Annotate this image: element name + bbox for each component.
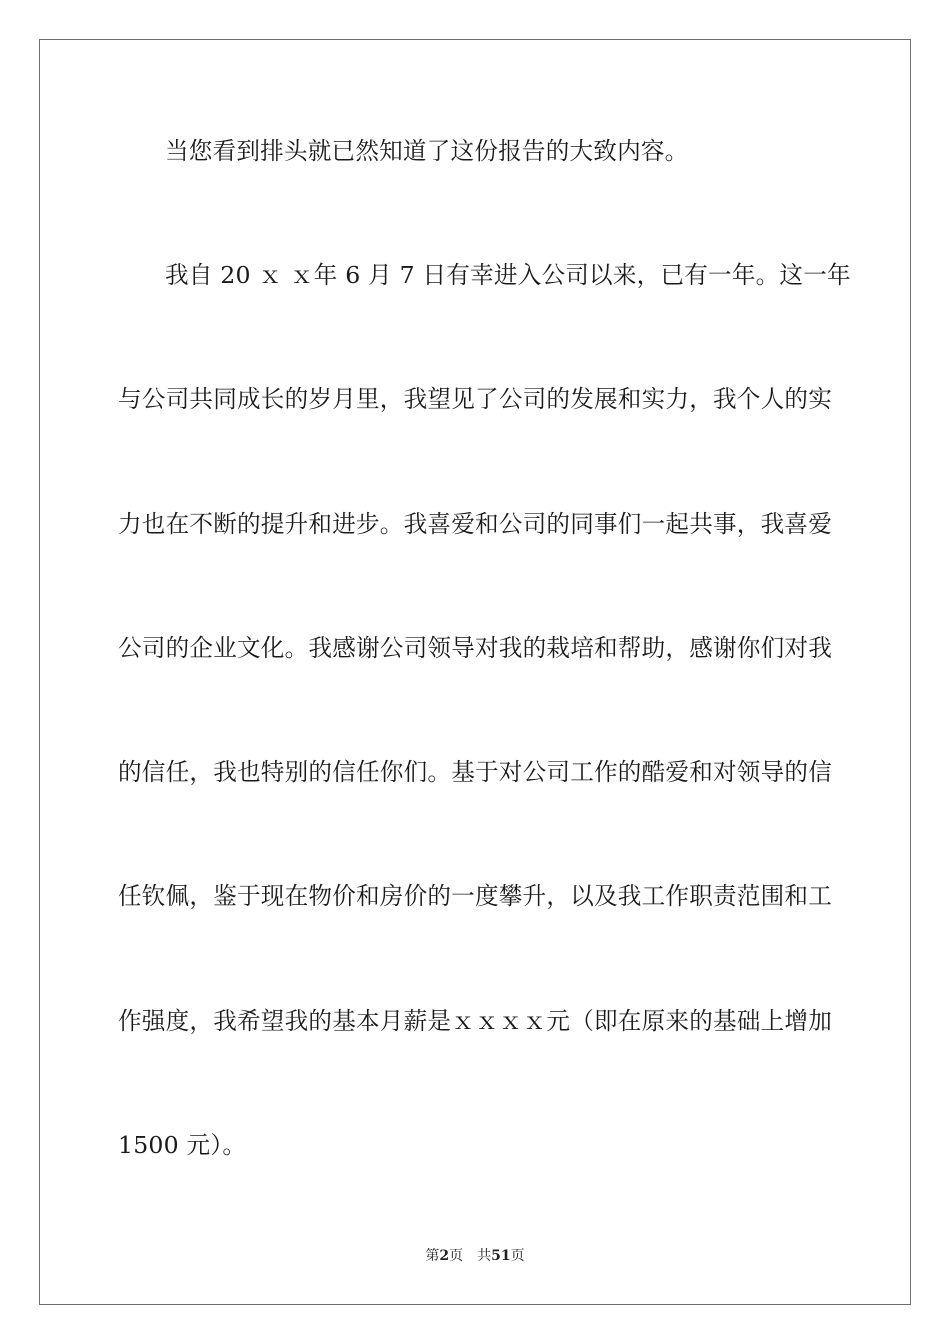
page-suffix: 页 [449, 1248, 464, 1264]
page-prefix: 第 [425, 1248, 440, 1264]
paragraph-line: 力也在不断的提升和进步。我喜爱和公司的同事们一起共事，我喜爱 [118, 510, 832, 538]
paragraph-line: 的信任，我也特别的信任你们。基于对公司工作的酷爱和对领导的信 [118, 758, 832, 786]
paragraph-line: 我自 20 ｘ ｘ年 6 月 7 日有幸进入公司以来，已有一年。这一年 [165, 261, 851, 289]
page-border [39, 39, 911, 1305]
total-suffix: 页 [510, 1248, 525, 1264]
total-prefix: 共 [477, 1248, 492, 1264]
paragraph-line: 1500 元）。 [118, 1131, 247, 1159]
paragraph-line: 任钦佩，鉴于现在物价和房价的一度攀升，以及我工作职责范围和工 [118, 882, 832, 910]
total-pages: 51 [491, 1248, 511, 1264]
paragraph-line: 作强度，我希望我的基本月薪是ｘｘｘｘ元（即在原来的基础上增加 [118, 1007, 832, 1035]
page-number: 2 [439, 1248, 450, 1264]
paragraph-line: 当您看到排头就已然知道了这份报告的大致内容。 [165, 137, 689, 165]
paragraph-line: 公司的企业文化。我感谢公司领导对我的栽培和帮助，感谢你们对我 [118, 634, 832, 662]
page-footer [0, 1247, 950, 1265]
paragraph-line: 与公司共同成长的岁月里，我望见了公司的发展和实力，我个人的实 [118, 385, 832, 413]
